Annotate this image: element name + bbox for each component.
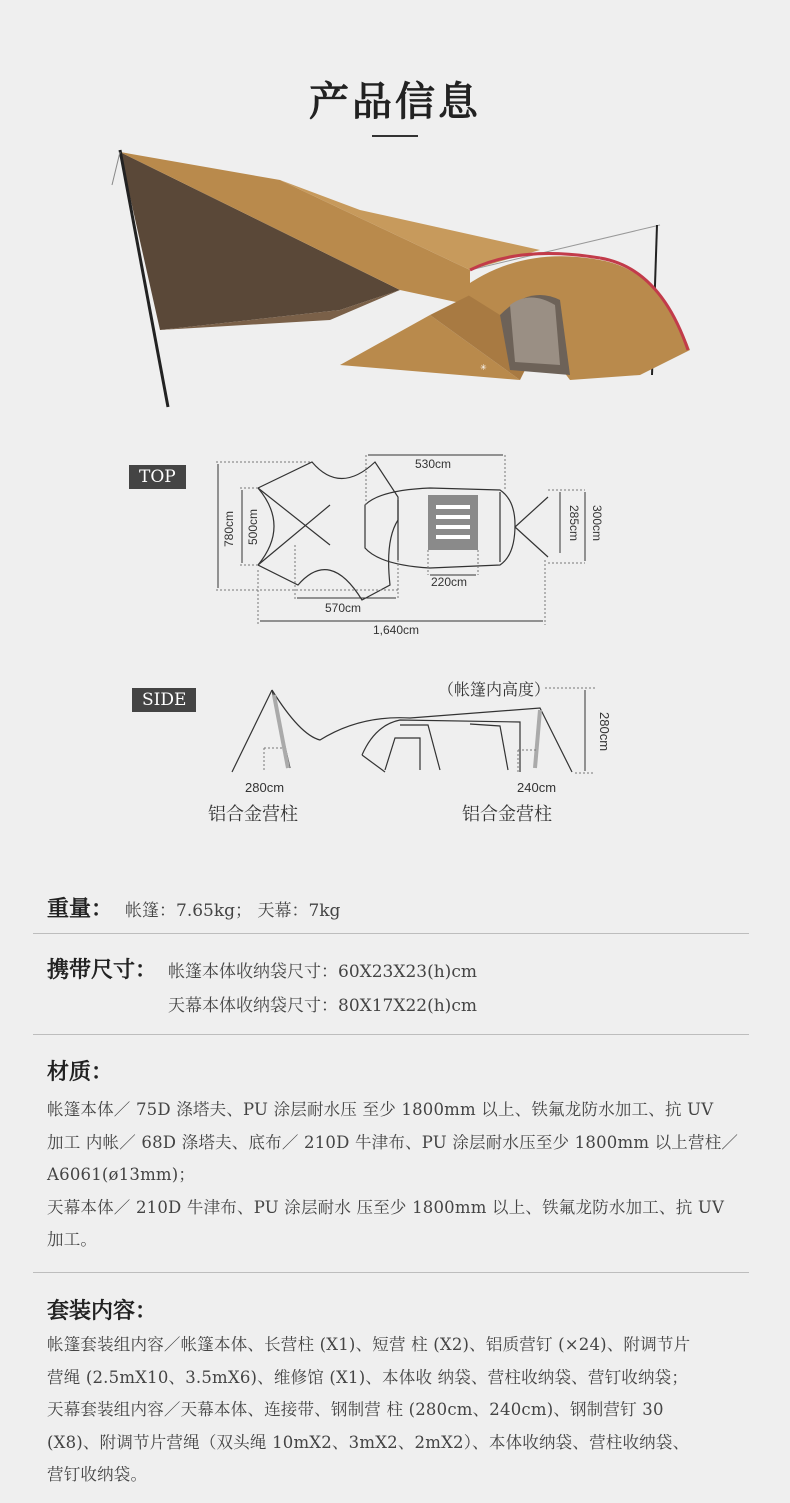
dim-530: 530cm (415, 457, 452, 471)
top-view-tag: TOP (129, 465, 186, 489)
tarp-bag-size: 天幕本体收纳袋尺寸：80X17X22(h)cm (168, 996, 477, 1016)
tent-bag-size: 帐篷本体收纳袋尺寸：60X23X23(h)cm (168, 962, 477, 982)
section-divider (33, 1034, 749, 1035)
weight-value: 帐篷：7.65kg； 天幕：7kg (125, 901, 341, 921)
material-line: 加工。 (47, 1230, 98, 1249)
dim-780: 780cm (222, 510, 236, 547)
pole-left-height: 280cm (245, 780, 285, 795)
pole-right-height: 240cm (517, 780, 557, 795)
contents-line: 营绳 (2.5mX10、3.5mX6)、维修馆 (X1)、本体收 纳袋、营柱收纳袋、营钉收纳袋； (47, 1367, 689, 1387)
material-line: 帐篷本体／ 75D 涤塔夫、PU 涂层耐水压 至少 1800mm 以上、铁氟龙防水加工、抗 UV (47, 1100, 714, 1119)
dim-500: 500cm (246, 508, 260, 545)
contents-line: 天幕套装组内容／天幕本体、连接带、钢制营 柱 (280cm、240cm)、钢制营钉 30 (47, 1400, 664, 1419)
side-view-diagram (0, 675, 790, 830)
section-divider (33, 933, 749, 934)
section-divider (33, 1272, 749, 1273)
material-label: 材质： (47, 1059, 114, 1085)
title-divider (372, 135, 418, 137)
page-title: 产品信息 (309, 78, 481, 125)
inner-height-label: （帐篷内高度） (438, 680, 551, 699)
material-text (47, 1094, 759, 1257)
contents-line: 营钉收纳袋。 (47, 1465, 148, 1484)
dim-570: 570cm (325, 601, 362, 615)
carry-size-label: 携带尺寸： (47, 957, 158, 983)
pole-right-label: 铝合金营柱 (462, 804, 552, 825)
material-line: A6061(ø13mm)； (47, 1165, 196, 1184)
dim-220: 220cm (431, 575, 468, 589)
side-view-tag: SIDE (132, 688, 196, 712)
top-view-diagram (0, 445, 790, 645)
dim-1640: 1,640cm (373, 623, 420, 637)
weight-label: 重量： (47, 896, 114, 922)
contents-line: (X8)、附调节片营绳（双头绳 10mX2、3mX2、2mX2）、本体收纳袋、营柱收纳袋、 (47, 1432, 690, 1452)
dim-side-280: 280cm (597, 712, 612, 752)
pole-left-label: 铝合金营柱 (208, 804, 298, 825)
tent-product-image (100, 140, 700, 415)
package-contents-text (47, 1329, 759, 1492)
dim-300: 300cm (590, 505, 604, 542)
svg-text:✳: ✳ (480, 363, 487, 372)
dim-285: 285cm (567, 505, 581, 542)
package-contents-label: 套装内容： (47, 1298, 158, 1324)
material-line: 加工 内帐／ 68D 涤塔夫、底布／ 210D 牛津布、PU 涂层耐水压至少 1800mm 以上营柱／ (47, 1132, 739, 1152)
contents-line: 帐篷套装组内容／帐篷本体、长营柱 (X1)、短营 柱 (X2)、铝质营钉 (×24)、附调节片 (47, 1335, 691, 1354)
material-line: 天幕本体／ 210D 牛津布、PU 涂层耐水 压至少 1800mm 以上、铁氟龙防水加工、抗 UV (47, 1197, 725, 1217)
